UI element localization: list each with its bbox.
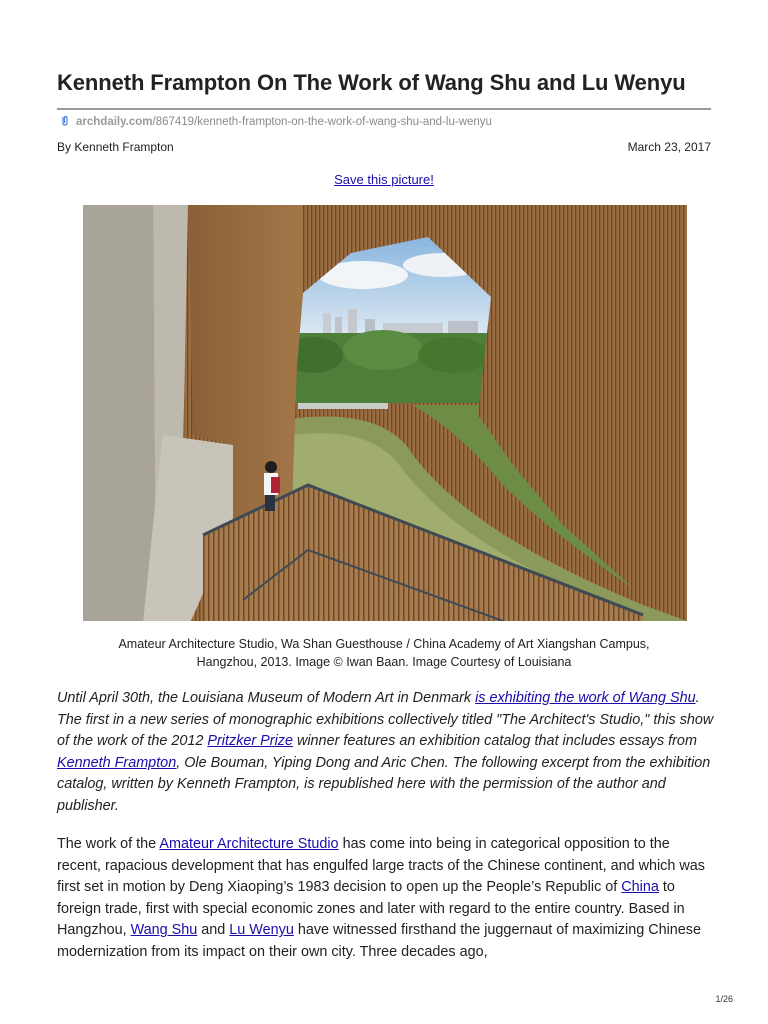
body-text-2: has come into being in categorical opposition to the recent, rapacious development that has engulfed large tracts of the Chinese continent, and which was first set in motion by Deng Xiaoping’s 1983 decision to open up the People’s Republic of — [57, 836, 705, 896]
publish-date: March 23, 2017 — [627, 140, 711, 154]
intro-text-4: , Ole Bouman, Yiping Dong and Aric Chen. The following excerpt from the exhibition catalog, written by Kenneth Frampton, is republished here with the permission of the author and publisher. — [57, 754, 711, 814]
save-picture-row — [0, 172, 768, 187]
title-divider — [57, 108, 711, 110]
body-text-4: and — [197, 922, 230, 939]
body-text-5: have witnessed firsthand the juggernaut of maximizing Chinese modernization from its impact on their own city. Three decades ago, — [57, 922, 702, 960]
caption-line-1: Amateur Architecture Studio, Wa Shan Guesthouse / China Academy of Art Xiangshan Campus, — [118, 637, 650, 651]
exhibition-link[interactable]: is exhibiting the work of Wang Shu — [475, 690, 696, 706]
amateur-architecture-studio-link[interactable]: Amateur Architecture Studio — [159, 836, 339, 852]
source-host: archdaily.com — [76, 116, 153, 128]
page-number: 1/26 — [715, 994, 733, 1004]
photo-caption — [70, 635, 698, 671]
lu-wenyu-link[interactable]: Lu Wenyu — [229, 922, 294, 939]
body-text-3: to foreign trade, first with special economic zones and later with regard to the entire country. Based in Hangzhou, — [57, 879, 685, 939]
kenneth-frampton-link[interactable]: Kenneth Frampton — [57, 754, 177, 771]
intro-text-1: Until April 30th, the Louisiana Museum of Modern Art in Denmark — [57, 690, 476, 706]
body-paragraph — [57, 834, 715, 964]
pritzker-prize-link[interactable]: Pritzker Prize — [207, 733, 293, 750]
byline: By Kenneth Frampton — [57, 140, 174, 154]
body-text-1: The work of the — [57, 836, 160, 852]
intro-text-2: . The first in a new series of monographic exhibitions collectively titled "The Architect's Studio," this show of the work of the 2012 — [57, 690, 714, 750]
clip-icon — [60, 115, 70, 127]
article-photo — [83, 205, 687, 621]
intro-text-3: winner features an exhibition catalog that includes essays from — [292, 733, 697, 750]
source-url[interactable] — [60, 115, 492, 128]
intro-paragraph — [57, 688, 715, 818]
source-path: /867419/kenneth-frampton-on-the-work-of-wang-shu-and-lu-wenyu — [152, 116, 492, 128]
save-picture-link[interactable]: Save this picture! — [334, 172, 434, 187]
caption-line-2: Hangzhou, 2013. Image © Iwan Baan. Image Courtesy of Louisiana — [196, 655, 572, 669]
china-link[interactable]: China — [621, 879, 659, 896]
article-title: Kenneth Frampton On The Work of Wang Shu and Lu Wenyu — [57, 70, 686, 95]
wang-shu-link[interactable]: Wang Shu — [130, 922, 198, 939]
